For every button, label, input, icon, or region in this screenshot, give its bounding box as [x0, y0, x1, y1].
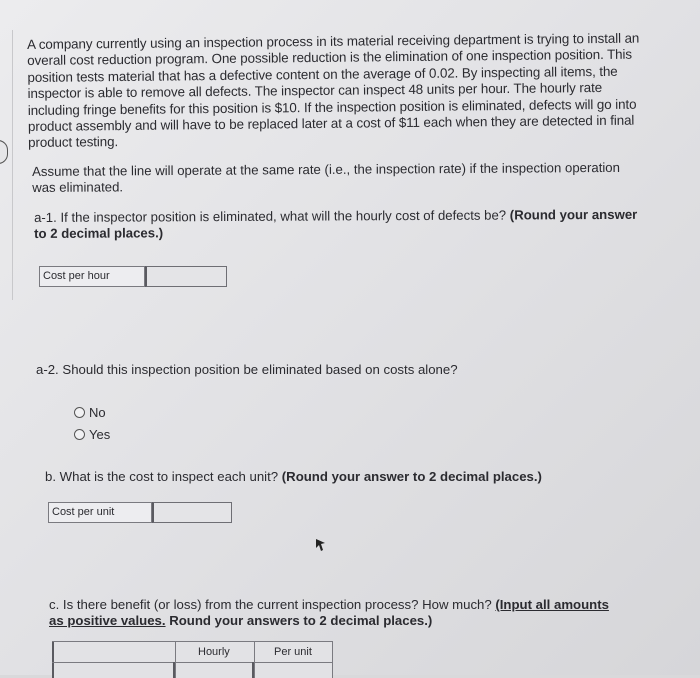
- cost-per-unit-label: Cost per unit: [48, 502, 152, 523]
- radio-circle-no[interactable]: [74, 407, 85, 418]
- question-a1-text: If the inspector position is eliminated, what will the hourly cost of defects be?: [56, 207, 510, 225]
- cost-per-hour-row: [39, 266, 227, 287]
- question-c-text: Is there benefit (or loss) from the current inspection process? How much?: [59, 597, 496, 612]
- question-a2-text: Should this inspection position be eliminated based on costs alone?: [58, 362, 458, 377]
- table-header-divider: [52, 662, 333, 663]
- side-tab[interactable]: [0, 140, 8, 164]
- radio-label-no: No: [89, 405, 106, 420]
- radio-option-no[interactable]: [74, 405, 106, 420]
- question-c: [49, 597, 609, 630]
- problem-intro: A company currently using an inspection process in its material receiving department is trying to install an overall cost reduction program. One possible reduction is the elimination of one inspection position. This position tests material that has a defective content on the average of 0.02. By inspecting all items, the inspector is able to remove all defects. The inspector can inspect 48 units per hour. The hourly rate including fringe benefits for this position is $10. If the inspection position is eliminated, defects will go into product assembly and will have to be replaced later at a cost of $11 each when they are detected in final product testing.: [27, 30, 640, 151]
- question-c-prefix: c.: [49, 597, 60, 612]
- question-b-text: What is the cost to inspect each unit?: [56, 469, 282, 484]
- cost-per-unit-input[interactable]: [152, 502, 232, 523]
- question-a1: [34, 207, 642, 243]
- question-a1-prefix: a-1.: [34, 209, 57, 225]
- hourly-input-edge[interactable]: [173, 662, 175, 678]
- problem-assumption: Assume that the line will operate at the same rate (i.e., the inspection rate) if the inspection operation was eliminated.: [32, 159, 620, 196]
- cost-per-unit-row: [48, 502, 232, 523]
- per-unit-input-edge[interactable]: [252, 662, 254, 678]
- question-a2-prefix: a-2.: [36, 362, 59, 377]
- divider: [12, 30, 13, 300]
- benefit-table-label-column[interactable]: [52, 642, 175, 678]
- radio-circle-yes[interactable]: [74, 429, 85, 440]
- question-c-instruction-underlined: (Input all amounts as positive values.: [49, 597, 609, 629]
- question-a1-instruction: (Round your answer to 2 decimal places.): [34, 206, 638, 242]
- benefit-table-hourly-column: [175, 642, 254, 678]
- radio-option-yes[interactable]: [74, 427, 110, 442]
- cost-per-hour-input[interactable]: [145, 266, 227, 287]
- radio-label-yes: Yes: [89, 427, 111, 442]
- question-a2: [36, 362, 496, 378]
- benefit-table-per-unit-column: [254, 642, 333, 678]
- question-b-prefix: b.: [45, 469, 56, 484]
- cost-per-hour-label: Cost per hour: [39, 266, 145, 287]
- mouse-cursor-icon: [315, 538, 327, 552]
- benefit-table: [52, 641, 333, 678]
- column-header-hourly: Hourly: [198, 646, 230, 658]
- question-b-instruction: (Round your answer to 2 decimal places.): [281, 469, 542, 484]
- column-header-per-unit: Per unit: [274, 646, 312, 658]
- question-c-instruction: Round your answers to 2 decimal places.): [165, 613, 433, 629]
- question-b: [45, 469, 565, 485]
